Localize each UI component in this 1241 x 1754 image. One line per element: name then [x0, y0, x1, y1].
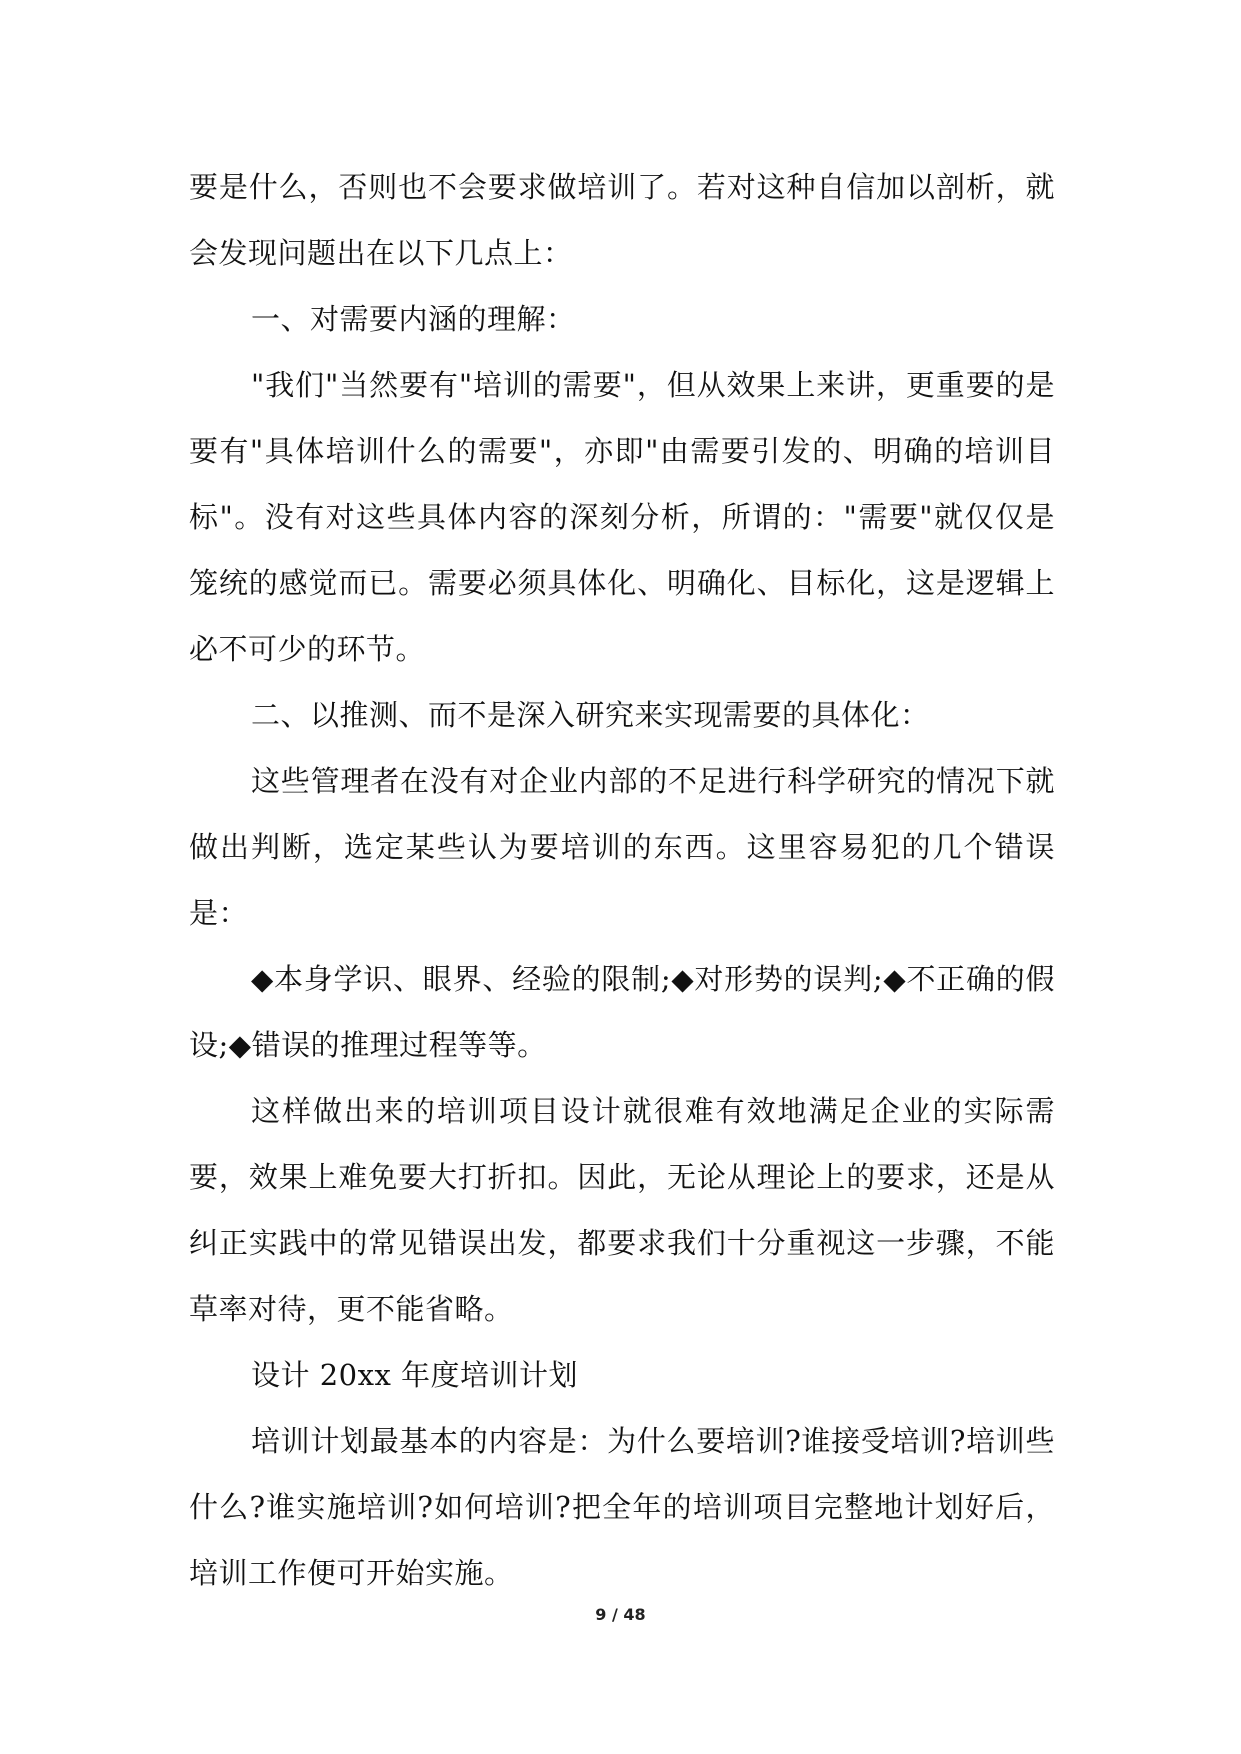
- paragraph-managers-judgment: 这些管理者在没有对企业内部的不足进行科学研究的情况下就做出判断，选定某些认为要培训的东西。这里容易犯的几个错误是：: [189, 764, 1055, 930]
- paragraph-consequence: 这样做出来的培训项目设计就很难有效地满足企业的实际需要，效果上难免要大打折扣。因此，无论从理论上的要求，还是从纠正实践中的常见错误出发，都要求我们十分重视这一步骤，不能草率对待，更不能省略。: [189, 1094, 1055, 1326]
- heading-point-two: 二、以推测、而不是深入研究来实现需要的具体化：: [251, 698, 930, 732]
- paragraph-need-meaning: "我们"当然要有"培训的需要"，但从效果上来讲，更重要的是要有"具体培训什么的需要"，亦即"由需要引发的、明确的培训目标"。没有对这些具体内容的深刻分析，所谓的："需要"就仅仅是笼统的感觉而已。需要必须具体化、明确化、目标化，这是逻辑上必不可少的环节。: [189, 368, 1055, 666]
- heading-point-one: 一、对需要内涵的理解：: [251, 302, 576, 336]
- page-number: 9 / 48: [595, 1605, 646, 1624]
- paragraph-error-list: ◆本身学识、眼界、经验的限制;◆对形势的误判;◆不正确的假设;◆错误的推理过程等等。: [189, 962, 1055, 1062]
- paragraph-continuation: 要是什么，否则也不会要求做培训了。若对这种自信加以剖析，就会发现问题出在以下几点上：: [189, 170, 1055, 270]
- section-heading-annual-plan: 设计 20xx 年度培训计划: [251, 1358, 579, 1392]
- paragraph-plan-content: 培训计划最基本的内容是：为什么要培训?谁接受培训?培训些什么?谁实施培训?如何培训?把全年的培训项目完整地计划好后，培训工作便可开始实施。: [189, 1424, 1055, 1590]
- document-body: [189, 154, 1055, 1606]
